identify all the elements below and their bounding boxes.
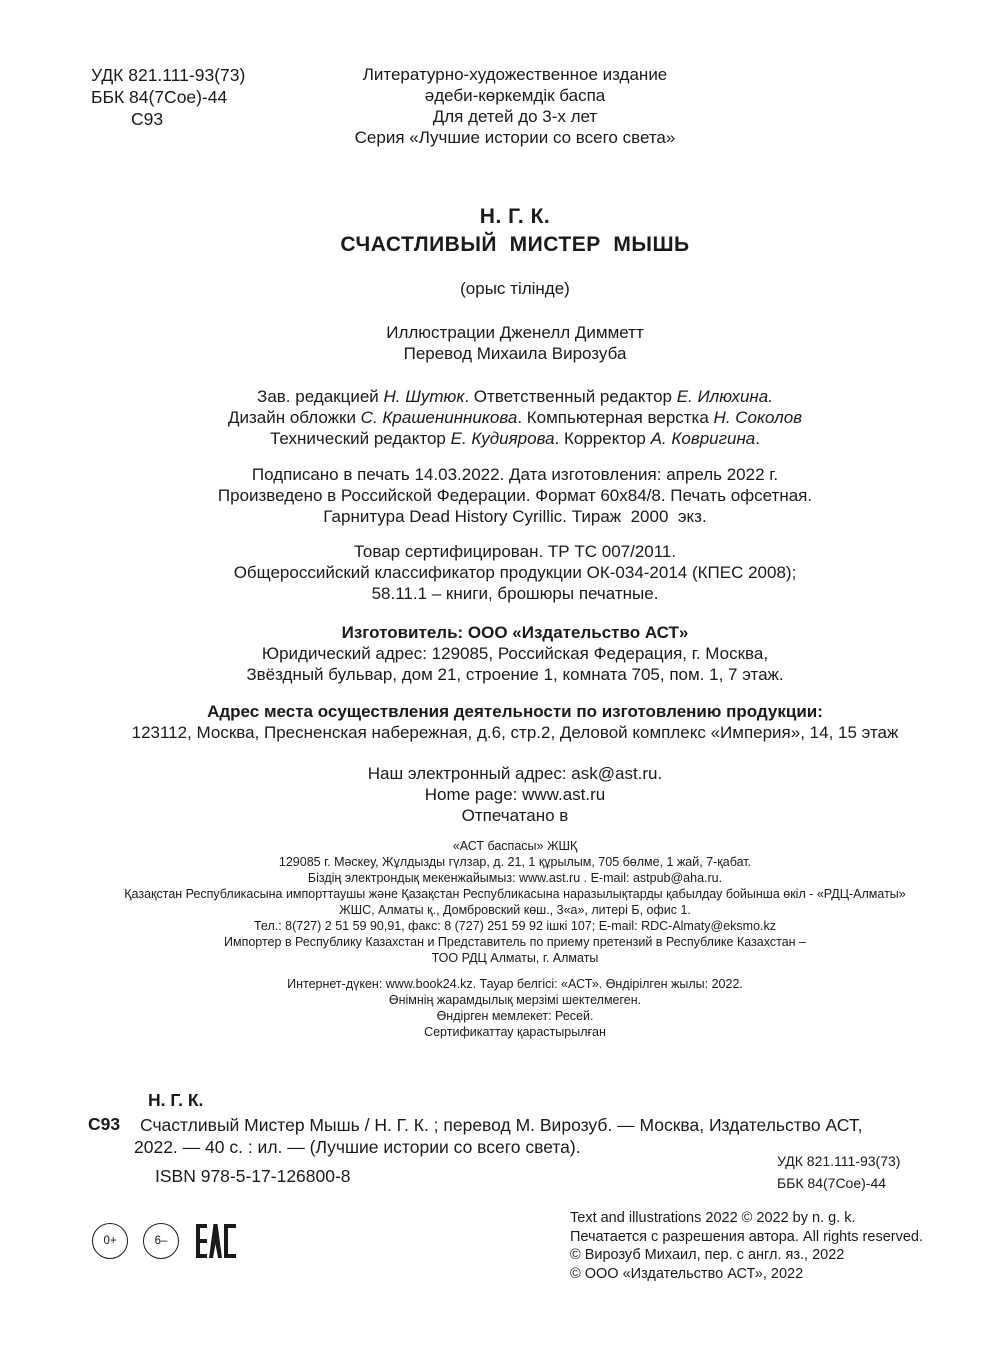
- book-author: Н. Г. К.: [479, 205, 551, 228]
- credits-block: [60, 322, 970, 364]
- kz2-line: Өндірген мемлекет: Ресей.: [436, 1009, 594, 1023]
- staff-role: Дизайн обложки: [227, 408, 361, 427]
- bib-line: Счастливый Мистер Мышь / Н. Г. К. ; перевод М. Вирозуб. — Москва, Издательство АСТ,: [140, 1115, 863, 1135]
- contacts-block: [60, 763, 970, 826]
- bib-author: Н. Г. К.: [148, 1090, 204, 1110]
- staff-line: [60, 428, 970, 449]
- staff-person: Е. Кудиярова: [450, 429, 555, 448]
- bib-udk: УДК 821.111-93(73): [777, 1153, 901, 1169]
- kz2-line: Өнімнің жарамдылық мерзімі шектелмеген.: [388, 993, 642, 1007]
- print-info: [60, 464, 970, 527]
- staff-block: [60, 386, 970, 449]
- language-text: (орыс тілінде): [460, 279, 570, 298]
- translator-line: Перевод Михаила Вирозуба: [403, 344, 627, 363]
- staff-person: С. Крашенинникова: [360, 408, 518, 427]
- age-rating-6-icon: [143, 1223, 179, 1259]
- classifier-line: Общероссийский классификатор продукции ОК-034-2014 (КПЕС 2008);: [233, 563, 797, 582]
- kz2-line: Сертификаттау қарастырылған: [424, 1025, 606, 1039]
- genre-line: Литературно-художественное издание: [362, 65, 668, 84]
- staff-role: . Компьютерная верстка: [517, 408, 714, 427]
- print-date-line: Подписано в печать 14.03.2022. Дата изготовления: апрель 2022 г.: [251, 465, 779, 484]
- production-address-block: [60, 701, 970, 743]
- genre-block: [300, 64, 730, 148]
- manufacturer-block: [60, 622, 970, 685]
- language-note: [60, 278, 970, 299]
- kz-line: «АСТ баспасы» ЖШҚ: [452, 839, 578, 853]
- legal-address-line: Юридический адрес: 129085, Российская Федерация, г. Москва,: [261, 644, 769, 663]
- kz-line: Импортер в Республику Казахстан и Представитель по приему претензий в Республике Казахстан –: [224, 935, 806, 949]
- staff-role: . Корректор: [554, 429, 651, 448]
- staff-line: [60, 386, 970, 407]
- staff-person: Н. Шутюк: [383, 387, 465, 406]
- genre-line-kz: әдеби-көркемдік баспа: [424, 86, 606, 105]
- kazakh-block-2: [60, 976, 970, 1040]
- bib-code: С93: [88, 1114, 121, 1134]
- staff-line: [60, 407, 970, 428]
- typeface-line: Гарнитура Dead History Cyrillic. Тираж 2000 экз.: [323, 507, 707, 526]
- udk-block: [91, 64, 245, 130]
- printed-at-line: Отпечатано в: [461, 806, 569, 825]
- eac-mark-icon: [195, 1222, 237, 1265]
- production-address-heading: Адрес места осуществления деятельности по изготовлению продукции:: [207, 702, 823, 721]
- illustrator-line: Иллюстрации Дженелл Димметт: [386, 323, 644, 342]
- kz-line: Қазақстан Республикасына импорттаушы және Қазақстан Республикасына наразылықтарды қабылдау бойынша өкіл - «РДЦ-Алматы»: [124, 887, 906, 901]
- legal-address-line-2: Звёздный бульвар, дом 21, строение 1, комната 705, пом. 1, 7 этаж.: [246, 665, 784, 684]
- copyright-line: © ООО «Издательство АСТ», 2022: [570, 1265, 804, 1282]
- age-rating-text: 0+: [103, 1235, 117, 1247]
- age-line: Для детей до 3-х лет: [432, 107, 598, 126]
- age-rating-0-icon: [92, 1223, 128, 1259]
- age-rating-text: 6–: [154, 1235, 168, 1247]
- title-block: [300, 203, 730, 259]
- book-title: СЧАСТЛИВЫЙ МИСТЕР МЫШЬ: [340, 233, 690, 256]
- staff-punct: .: [755, 429, 760, 448]
- kz-line: ТОО РДЦ Алматы, г. Алматы: [431, 951, 599, 965]
- staff-person: Н. Соколов: [713, 408, 803, 427]
- copyright-line: Text and illustrations 2022 © 2022 by n. g. k.: [570, 1210, 856, 1226]
- series-line: Серия «Лучшие истории со всего света»: [354, 128, 676, 147]
- staff-role: Технический редактор: [269, 429, 451, 448]
- copyright-line: © Вирозуб Михаил, пер. с англ. яз., 2022: [570, 1247, 845, 1263]
- bib-line: 2022. — 40 с. : ил. — (Лучшие истории со всего света).: [134, 1137, 581, 1157]
- udk-code: УДК 821.111-93(73): [91, 65, 246, 85]
- classifier-code-line: 58.11.1 – книги, брошюры печатные.: [371, 584, 659, 603]
- format-line: Произведено в Российской Федерации. Формат 60x84/8. Печать офсетная.: [217, 486, 813, 505]
- copyright-line: Печатается с разрешения автора. All rights reserved.: [570, 1228, 923, 1245]
- kz-line: ЖШС, Алматы қ., Домбровский көш., 3«а», литері Б, офис 1.: [339, 903, 691, 917]
- kazakh-block: [60, 838, 970, 966]
- isbn: ISBN 978-5-17-126800-8: [155, 1166, 351, 1186]
- staff-role: . Ответственный редактор: [464, 387, 677, 406]
- cert-line: Товар сертифицирован. ТР ТС 007/2011.: [353, 542, 677, 561]
- certification-block: [60, 541, 970, 604]
- eac-logo-icon: [195, 1222, 237, 1260]
- production-address-line: 123112, Москва, Пресненская набережная, д.6, стр.2, Деловой комплекс «Империя», 14, 15 этаж: [131, 723, 899, 742]
- email-line: Наш электронный адрес: ask@ast.ru.: [367, 764, 663, 783]
- bbk-code: ББК 84(7Сое)-44: [91, 87, 228, 107]
- manufacturer-heading: Изготовитель: ООО «Издательство АСТ»: [341, 623, 689, 642]
- staff-role: Зав. редакцией: [257, 387, 384, 406]
- kz-line: 129085 г. Мәскеу, Жұлдызды гүлзар, д. 21, 1 құрылым, 705 бөлме, 1 жай, 7-қабат.: [278, 855, 752, 869]
- copyright-block: [570, 1209, 923, 1283]
- bib-udk-block: [777, 1150, 900, 1194]
- kz-line: Біздің электрондық мекенжайымыз: www.ast.ru . E-mail: astpub@aha.ru.: [307, 871, 723, 885]
- kz-line: Тел.: 8(727) 2 51 59 90,91, факс: 8 (727) 251 59 92 ішкі 107; E-mail: RDC-Almaty@eksmo.kz: [253, 919, 776, 933]
- staff-person: А. Ковригина: [650, 429, 756, 448]
- kz2-line: Интернет-дүкен: www.book24.kz. Тауар белгісі: «АСТ». Өндірілген жылы: 2022.: [287, 977, 743, 991]
- bib-bbk: ББК 84(7Сое)-44: [777, 1175, 887, 1191]
- author-sign-code: С93: [131, 109, 164, 129]
- staff-person: Е. Илюхина.: [676, 387, 773, 406]
- homepage-line: Home page: www.ast.ru: [424, 785, 606, 804]
